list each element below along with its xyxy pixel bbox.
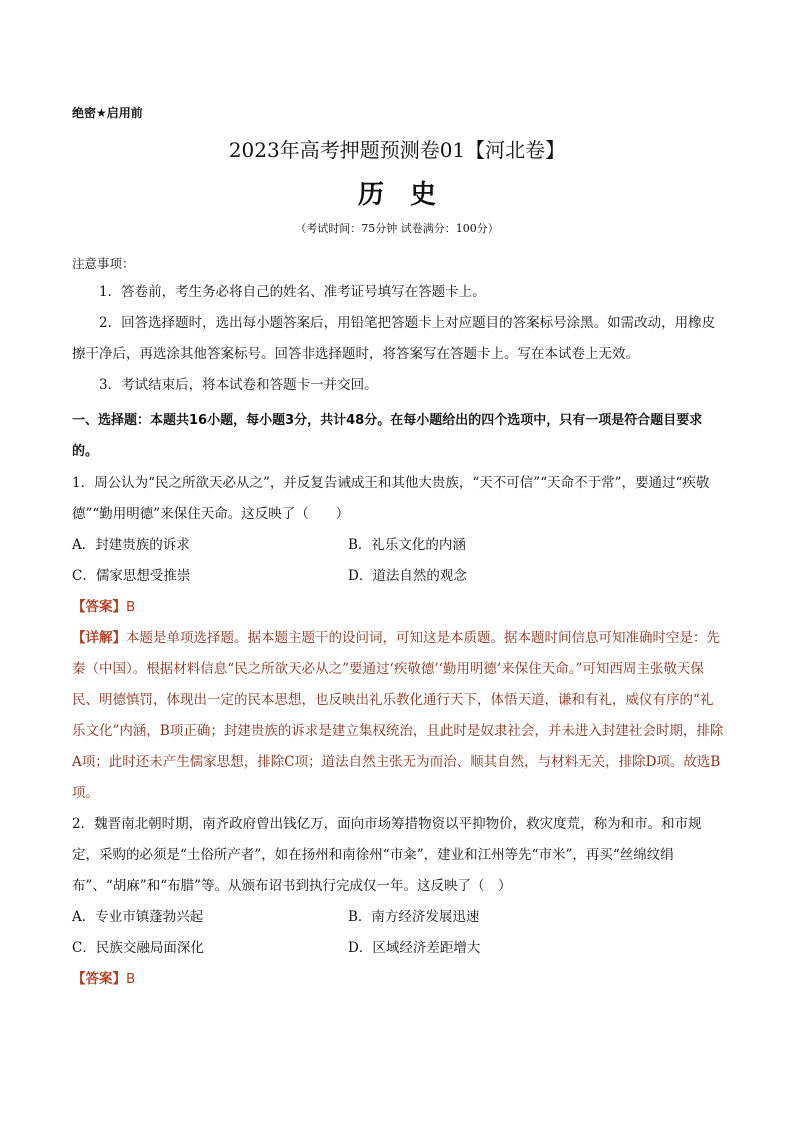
notes-list — [72, 277, 724, 401]
question-list — [72, 468, 724, 995]
option-row — [72, 530, 724, 561]
exam-info: （考试时间：75分钟 试卷满分：100分） — [295, 222, 499, 235]
answer-value: B — [126, 599, 136, 615]
secret-label: 绝密★启用前 — [72, 106, 143, 120]
answer-line — [72, 964, 724, 995]
answer-label: 【答案】 — [72, 971, 126, 987]
answer-label: 【答案】 — [72, 599, 126, 615]
notes-title: 注意事项： — [72, 256, 135, 271]
exam-title: 2023年高考押题预测卷01【河北卷】 — [228, 138, 566, 162]
question-stem: 2．魏晋南北朝时期，南齐政府曾出钱亿万，面向市场筹措物资以平抑物价，救灾度荒，称为和市。和市规定，采购的必须是“土俗所产者”，如在扬州和南徐州“市籴”，建业和江州等先“市米”，再买“丝绵纹绢布”、“胡麻”和“布腊”等。从颁布诏书到执行完成仅一年。这反映了（ ） — [72, 816, 702, 894]
option-b: B．南方经济发展迅速 — [348, 909, 480, 925]
option-d: D．道法自然的观念 — [348, 568, 467, 584]
note-item: 1．答卷前，考生务必将自己的姓名、准考证号填写在答题卡上。 — [99, 284, 486, 300]
detail-label: 【详解】 — [72, 630, 126, 646]
option-a: A．封建贵族的诉求 — [72, 537, 190, 553]
answer-value: B — [126, 971, 136, 987]
option-d: D．区域经济差距增大 — [348, 940, 481, 956]
answer-detail — [72, 623, 724, 809]
option-c: C．民族交融局面深化 — [72, 940, 204, 956]
note-item: 2．回答选择题时，选出每小题答案后，用铅笔把答题卡上对应题目的答案标号涂黑。如需改动，用橡皮擦干净后，再选涂其他答案标号。回答非选择题时，将答案写在答题卡上。写在本试卷上无效。 — [72, 315, 716, 362]
option-b: B．礼乐文化的内涵 — [348, 537, 466, 553]
option-a: A．专业市镇蓬勃兴起 — [72, 909, 204, 925]
option-row — [72, 902, 724, 933]
detail-text: 本题是单项选择题。据本题主题干的设问词，可知这是本质题。据本题时间信息可知准确时空是：先秦（中国）。根据材料信息“民之所欲天必从之”要通过‘疾敬德’‘勤用明德’来保住天命。”可知西周主张敬天保民、明德慎罚，体现出一定的民本思想，也反映出礼乐教化通行天下，体悟天道，谦和有礼，威仪有序的“礼乐文化”内涵，B项正确；封建贵族的诉求是建立集权统治，且此时是奴隶社会，并未进入封建社会时期，排除A项；此时还未产生儒家思想，排除C项；道法自然主张无为而治、顺其自然，与材料无关，排除D项。故选B项。 — [72, 630, 724, 801]
option-row — [72, 933, 724, 964]
question-stem: 1．周公认为“民之所欲天必从之”，并反复告诫成王和其他大贵族，“天不可信”“天命不于常”，要通过“疾敬德”“勤用明德”来保住天命。这反映了（ ） — [72, 475, 710, 522]
option-c: C．儒家思想受推崇 — [72, 568, 191, 584]
note-item: 3．考试结束后，将本试卷和答题卡一并交回。 — [99, 377, 378, 393]
subject-title: 历史 — [357, 180, 462, 210]
section-heading: 一、选择题：本题共16小题，每小题3分，共计48分。在每小题给出的四个选项中，只有一项是符合题目要求的。 — [72, 413, 703, 459]
answer-line — [72, 592, 724, 623]
option-row — [72, 561, 724, 592]
